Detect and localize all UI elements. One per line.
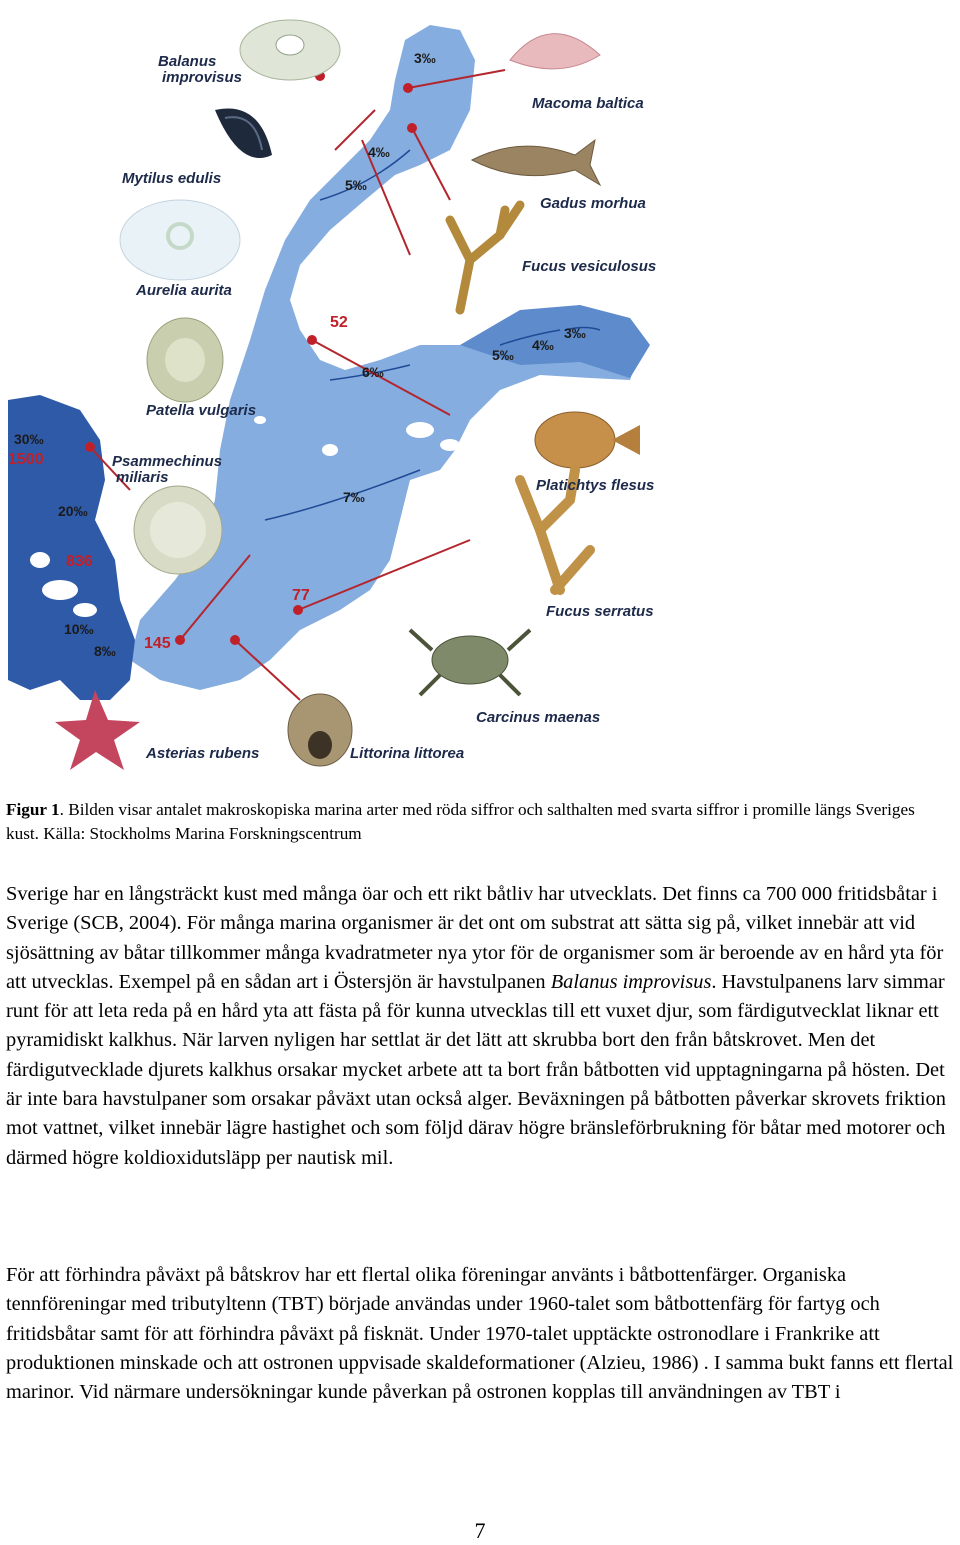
fucus-vesiculosus-illustration: [450, 205, 520, 310]
psammechinus-illustration: [134, 486, 222, 574]
salinity-north-5: 5‰: [345, 177, 367, 193]
salinity-west-20: 20‰: [58, 503, 88, 519]
label-asterias: Asterias rubens: [146, 745, 260, 762]
label-littorina: Littorina littorea: [350, 745, 465, 762]
salinity-north-3: 3‰: [414, 50, 436, 66]
balanus-illustration: [240, 20, 340, 80]
caption-label: Figur 1: [6, 800, 60, 819]
body-paragraph-2: För att förhindra påväxt på båtskrov har ett flertal olika föreningar använts i båtbottenfärger. Organiska tennföreningar med tributyltenn (TBT) började användas under 1960-talet som båtbottenfärg för fartyg och fritidsbåtar samt för att förhindra påväxt på fisknät. Under 1970-talet upptäckte ostronodlare i Frankrike att produktionen minskade och att ostronen uppvisade skaldeformationer (Alzieu, 1986) . I samma bukt fanns ett flertal marinor. Vid närmare undersökningar kunde påverkan på ostronen kopplas till användningen av TBT i: [6, 1264, 954, 1404]
patella-illustration: [147, 318, 223, 402]
platichtys-illustration: [535, 412, 640, 468]
salinity-finland-3: 3‰: [564, 325, 586, 341]
count-west-836: 836: [66, 553, 93, 570]
figure-caption: [6, 798, 951, 846]
label-mytilus: Mytilus edulis: [122, 170, 222, 187]
label-carcinus: Carcinus maenas: [476, 709, 601, 726]
label-psammechinus-line2: miliaris: [116, 469, 169, 486]
salinity-finland-4: 4‰: [532, 337, 554, 353]
gadus-illustration: [472, 140, 600, 185]
label-balanus-line1: Balanus: [158, 53, 217, 70]
label-patella: Patella vulgaris: [146, 402, 257, 419]
macoma-illustration: [510, 34, 600, 69]
salinity-mid-6: 6‰: [362, 364, 384, 380]
label-fucus-vesiculosus: Fucus vesiculosus: [522, 258, 657, 275]
caption-text: . Bilden visar antalet makroskopiska marina arter med röda siffror och salthalten med svarta siffror i promille längs Sveriges kust. Källa: Stockholms Marina Forskningscentrum: [6, 800, 915, 843]
salinity-west-30: 30‰: [14, 431, 44, 447]
page-number: 7: [474, 1518, 486, 1543]
salinity-finland-5: 5‰: [492, 347, 514, 363]
salinity-west-10: 10‰: [64, 621, 94, 637]
label-macoma: Macoma baltica: [532, 95, 644, 112]
label-aurelia: Aurelia aurita: [136, 282, 232, 299]
paragraph1-species-name: Balanus improvisus: [550, 970, 712, 993]
body-paragraph-1: [6, 880, 960, 1173]
count-south-145: 145: [144, 635, 171, 652]
label-psammechinus-line1: Psammechinus: [112, 453, 223, 470]
aurelia-illustration: [120, 200, 240, 280]
littorina-illustration: [288, 694, 352, 766]
count-north-52: 52: [330, 314, 348, 331]
count-west-1500: 1500: [8, 451, 44, 468]
paragraph1-part2: . Havstulpanens larv simmar runt för att leta reda på en hård yta att fästa på för kunna utvecklas till ett vuxet djur, som färdigutvecklat liknar ett pyramidiskt kalkhus. När larven nyligen har settlat är det lätt att skrubba bort den från båtskrovet. Men det färdigutvecklade djurets kalkhus orsakar mycket arbete att ta bort från båtbotten vid upptagningarna på hösten. Det är inte bara havstulpaner som orsakar påväxt utan också alger. Beväxningen på båtbotten påverkar skrovets friktion mot vattnet, vilket innebär lägre hastighet och som följd därav högre bränsleförbrukning för båtar med motorer och därmed högre koldioxidutsläpp per nautisk mil.: [6, 970, 946, 1169]
asterias-illustration: [55, 690, 140, 770]
salinity-north-4: 4‰: [368, 144, 390, 160]
salinity-west-8: 8‰: [94, 643, 116, 659]
salinity-mid-7: 7‰: [343, 489, 365, 505]
carcinus-illustration: [410, 630, 530, 695]
label-platichtys: Platichtys flesus: [536, 477, 655, 494]
count-baltic-77: 77: [292, 587, 310, 604]
label-balanus-line2: improvisus: [162, 69, 243, 86]
paragraph1-part1: Sverige har en långsträckt kust med många öar och ett rikt båtliv har utvecklats. Det finns ca 700 000 fritidsbåtar i Sverige (SCB, 2004). För många marina organismer är det ont om substrat att sätta sig på, vilket innebär att vid sjösättning av båtar tillkommer många kvadratmeter nya ytor för de organismer som är beroende av en hård yta för att utvecklas. Exempel på en sådan art i Östersjön är havstulpanen: [6, 883, 944, 993]
label-gadus: Gadus morhua: [540, 195, 646, 212]
mytilus-illustration: [215, 108, 272, 158]
label-fucus-serratus: Fucus serratus: [546, 603, 654, 620]
